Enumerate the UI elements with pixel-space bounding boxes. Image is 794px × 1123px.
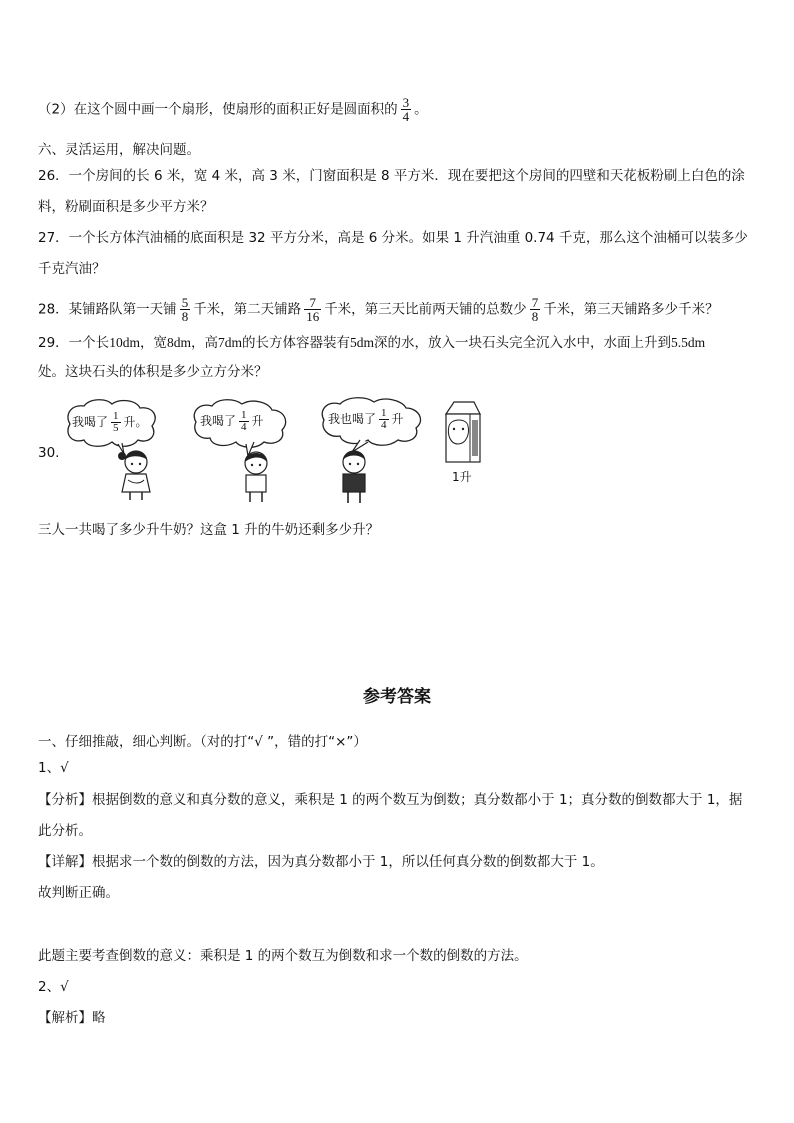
answer-1-analysis-line2: 此分析。 — [38, 823, 92, 839]
fraction: $\frac{1}{5}$ — [113, 410, 119, 434]
fraction: $\frac{1}{4}$ — [381, 407, 387, 431]
speech-bubble-text: 我喝了 $\frac{1}{4}$ 升 — [200, 409, 264, 433]
fraction: $\frac{7}{16}$ — [306, 295, 320, 324]
fraction: $\frac{3}{4}$ — [402, 95, 410, 124]
answer-1-detail: 【详解】根据求一个数的倒数的方法，因为真分数都小于 1，所以任何真分数的倒数都大于 1。 — [38, 854, 604, 870]
fraction: $\frac{1}{4}$ — [241, 409, 247, 433]
question-26-line2: 料，粉刷面积是多少平方米？ — [38, 199, 214, 215]
boy-figure-icon — [236, 448, 286, 504]
fraction: $\frac{7}{8}$ — [531, 295, 539, 324]
question-27-line2: 千克汽油？ — [38, 261, 106, 277]
question-text: （2）在这个圆中画一个扇形，使扇形的面积正好是圆面积的 — [38, 101, 398, 118]
question-30-number: 30. — [38, 445, 60, 461]
milk-carton-icon — [440, 400, 484, 464]
fraction: $\frac{5}{8}$ — [181, 295, 189, 324]
carton-label: 1升 — [452, 470, 472, 484]
answer-1-analysis-line1: 【分析】根据倒数的意义和真分数的意义，乘积是 1 的两个数互为倒数；真分数都小于 1；真分数的倒数都大于 1，据 — [38, 792, 743, 808]
answer-2-analysis: 【解析】略 — [38, 1010, 106, 1026]
answers-section-1: 一、仔细推敲，细心判断。（对的打“√ ”，错的打“×”） — [38, 734, 367, 750]
question-29-line2: 处。这块石头的体积是多少立方分米？ — [38, 364, 268, 380]
answers-title: 参考答案 — [363, 687, 431, 707]
question-28: 28．某铺路队第一天铺 $\frac{5}{8}$ 千米，第二天铺路 $\frac{7}{16}$ 千米，第三天比前两天铺的总数少 $\frac{7}{8}$ 千米，第三天铺路多少千米？ — [38, 295, 719, 324]
answer-2-mark: 2、√ — [38, 979, 69, 995]
speech-bubble-text: 我也喝了 $\frac{1}{4}$ 升 — [328, 407, 404, 431]
answer-1-conclusion: 故判断正确。 — [38, 885, 119, 901]
speech-bubble-text: 我喝了 $\frac{1}{5}$ 升。 — [72, 410, 148, 434]
question-26-line1: 26．一个房间的长 6 米，宽 4 米，高 3 米，门窗面积是 8 平方米．现在要把这个房间的四壁和天花板粉刷上白色的涂 — [38, 168, 745, 184]
question-27-line1: 27．一个长方体汽油桶的底面积是 32 平方分米，高是 6 分米。如果 1 升汽油重 0.74 千克，那么这个油桶可以装多少 — [38, 230, 748, 246]
question-30-text: 三人一共喝了多少升牛奶？这盒 1 升的牛奶还剩多少升？ — [38, 522, 380, 538]
boy-with-speech-bubble — [190, 398, 300, 508]
girl-figure-icon — [114, 446, 174, 502]
answer-1-note: 此题主要考查倒数的意义：乘积是 1 的两个数互为倒数和求一个数的倒数的方法。 — [38, 948, 528, 964]
question-2-circle-sector: （2）在这个圆中画一个扇形，使扇形的面积正好是圆面积的 $\frac{3}{4}$ 。 — [38, 95, 428, 124]
milk-carton — [440, 400, 490, 490]
boy2-figure-icon — [332, 448, 382, 506]
girl-with-speech-bubble — [62, 398, 182, 508]
section-6-heading: 六、灵活运用，解决问题。 — [38, 142, 200, 158]
question-29-line1: 29．一个长10dm，宽8dm，高7dm的长方体容器装有5dm深的水，放入一块石头完全沉入水中，水面上升到5.5dm — [38, 335, 706, 351]
answer-1-mark: 1、√ — [38, 760, 69, 776]
boy2-with-speech-bubble — [318, 396, 438, 508]
